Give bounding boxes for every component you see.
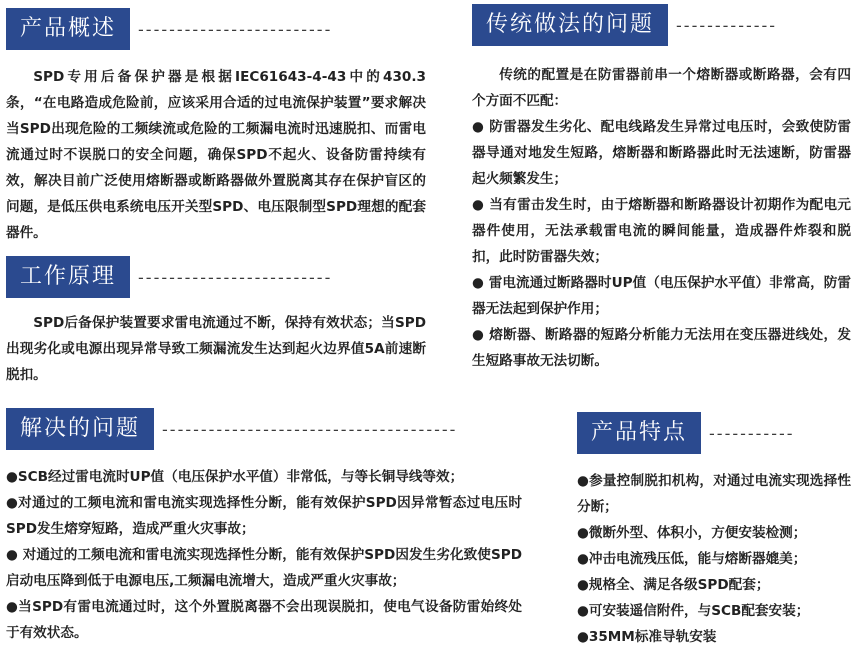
features-divider: -----------: [709, 423, 795, 443]
solved-divider: --------------------------------------: [162, 419, 458, 439]
solved-list: [6, 464, 536, 646]
solved-section: [6, 408, 536, 646]
solved-item-4: ●当SPD有雷电流通过时，这个外置脱离器不会出现误脱扣，使电气设备防雷始终处于有效状态。: [6, 599, 522, 641]
solved-item-3: ● 对通过的工频电流和雷电流实现选择性分断，能有效保护SPD因发生劣化致使SPD启动电压降到低于电源电压,工频漏电流增大，造成严重火灾事故；: [6, 547, 522, 589]
traditional-item-1: ● 防雷器发生劣化、配电线路发生异常过电压时，会致使防雷器导通对地发生短路，熔断器和断路器此时无法速断，防雷器起火频繁发生；: [472, 119, 851, 187]
traditional-divider: -------------: [676, 15, 778, 35]
features-item-6: ●35MM标准导轨安装: [577, 629, 717, 645]
traditional-item-4: ● 熔断器、断路器的短路分析能力无法用在变压器进线处，发生短路事故无法切断。: [472, 327, 851, 369]
solved-header: [6, 408, 536, 450]
features-list: [577, 468, 851, 650]
overview-section: [6, 8, 440, 246]
traditional-title: 传统做法的问题: [472, 4, 668, 46]
principle-section: [6, 256, 440, 388]
features-item-3: ●冲击电流残压低，能与熔断器媲美；: [577, 551, 807, 567]
solved-item-2: ●对通过的工频电流和雷电流实现选择性分断，能有效保护SPD因异常暂态过电压时SPD发生熔穿短路，造成严重火灾事故；: [6, 495, 522, 537]
traditional-item-3: ● 雷电流通过断路器时UP值（电压保护水平值）非常高，防雷器无法起到保护作用；: [472, 275, 851, 317]
overview-text: SPD专用后备保护器是根据IEC61643-4-43中的430.3条，“在电路造成危险前，应该采用合适的过电流保护装置”要求解决当SPD出现危险的工频续流或危险的工频漏电流时迅速脱扣、而雷电流通过时不误脱口的安全问题，确保SPD不起火、设备防雷持续有效，解决目前广泛使用熔断器或断路器做外置脱离其存在保护盲区的问题，是低压供电系统电压开关型SPD、电压限制型SPD理想的配套器件。: [6, 69, 426, 241]
features-title: 产品特点: [577, 412, 701, 454]
traditional-item-2: ● 当有雷击发生时，由于熔断器和断路器设计初期作为配电元器件使用，无法承载雷电流的瞬间能量，造成器件炸裂和脱扣，此时防雷器失效；: [472, 197, 851, 265]
overview-divider: -------------------------: [138, 19, 333, 39]
principle-divider: -------------------------: [138, 267, 333, 287]
traditional-header: [472, 4, 851, 46]
solved-item-1: ●SCB经过雷电流时UP值（电压保护水平值）非常低，与等长铜导线等效；: [6, 469, 464, 485]
principle-title: 工作原理: [6, 256, 130, 298]
features-item-1: ●参量控制脱扣机构，对通过电流实现选择性分断；: [577, 473, 851, 515]
solved-title: 解决的问题: [6, 408, 154, 450]
features-item-4: ●规格全、满足各级SPD配套；: [577, 577, 770, 593]
features-header: [577, 412, 851, 454]
principle-text: SPD后备保护装置要求雷电流通过不断，保持有效状态；当SPD出现劣化或电源出现异常导致工频漏流发生达到起火边界值5A前速断脱扣。: [6, 315, 426, 383]
features-item-2: ●微断外型、体积小，方便安装检测；: [577, 525, 807, 541]
overview-title: 产品概述: [6, 8, 130, 50]
traditional-intro: 传统的配置是在防雷器前串一个熔断器或断路器，会有四个方面不匹配：: [472, 67, 851, 109]
features-item-5: ●可安装遥信附件，与SCB配套安装；: [577, 603, 810, 619]
overview-header: [6, 8, 440, 50]
principle-header: [6, 256, 440, 298]
traditional-section: [472, 4, 851, 374]
features-section: [577, 412, 851, 650]
